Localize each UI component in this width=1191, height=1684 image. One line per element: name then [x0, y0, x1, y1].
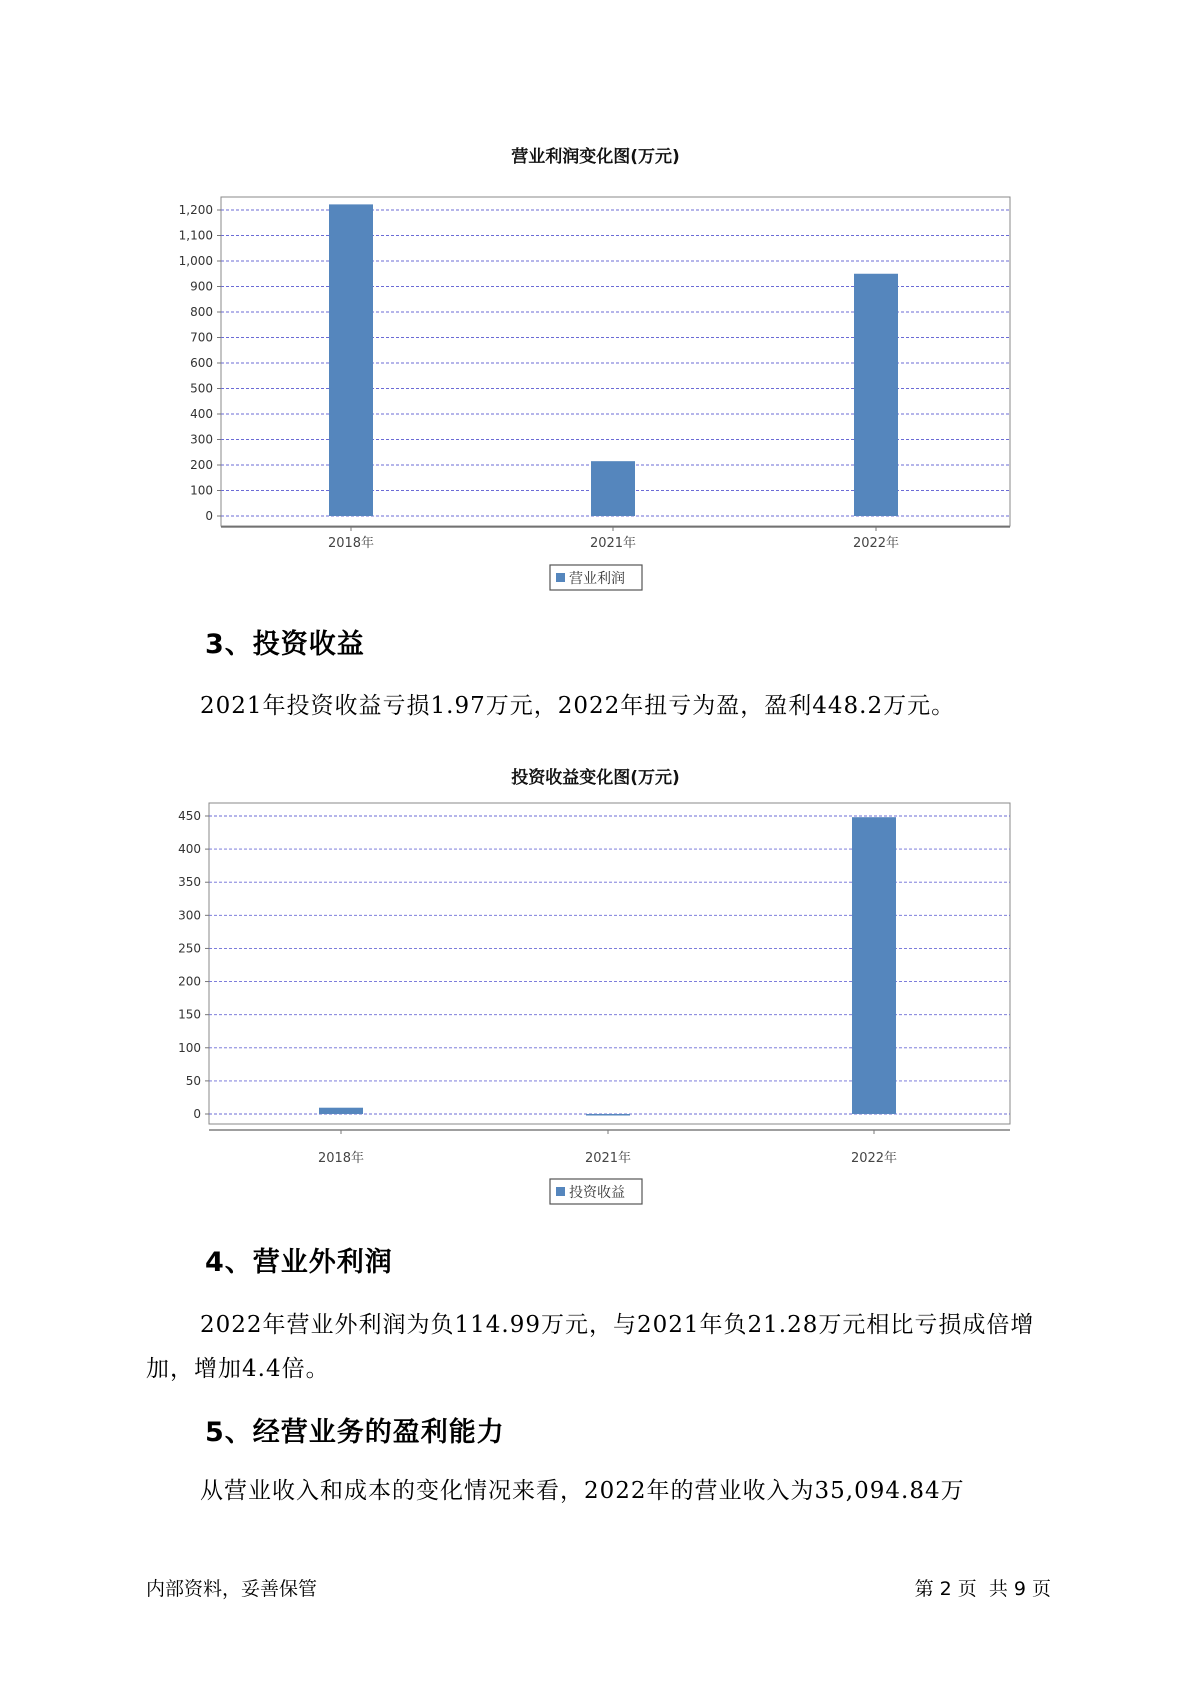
y-tick-label: 0: [193, 1107, 201, 1121]
y-tick-label: 900: [190, 279, 213, 294]
investment-income-chart: [0, 795, 1191, 1215]
bar-2018年: [329, 204, 373, 516]
chart-title-operating-profit: 营业利润变化图(万元): [511, 147, 680, 167]
y-tick-label: 400: [178, 842, 201, 857]
y-tick-label: 600: [190, 356, 213, 370]
paragraph-investment-income: [146, 684, 1051, 728]
y-tick-label: 0: [205, 509, 213, 523]
legend-swatch: [556, 1187, 565, 1196]
x-tick-label: 2022年: [852, 536, 900, 551]
y-tick-label: 500: [190, 381, 213, 396]
bar-2022年: [854, 274, 898, 516]
paragraph-non-operating-profit-text: 2022年营业外利润为负114.99万元，与2021年负21.28万元相比亏损成倍增加，增加4.4倍。: [146, 1312, 1035, 1382]
y-tick-label: 450: [178, 809, 201, 823]
y-tick-label: 1,000: [178, 254, 213, 268]
y-tick-label: 100: [178, 1040, 201, 1055]
footer-page-number: 第 2 页 共 9 页: [914, 1578, 1051, 1600]
legend-label: 投资收益: [569, 1185, 625, 1201]
legend-label: 营业利润: [569, 571, 625, 587]
y-tick-label: 150: [178, 1007, 201, 1022]
x-tick-label: 2018年: [327, 536, 375, 551]
y-tick-label: 200: [178, 974, 201, 989]
x-tick-label: 2018年: [317, 1151, 365, 1166]
y-tick-label: 100: [190, 483, 213, 498]
y-tick-label: 1,200: [178, 203, 213, 217]
section-heading-non-operating-profit: 4、营业外利润: [205, 1247, 393, 1278]
paragraph-business-profitability-text: 从营业收入和成本的变化情况来看，2022年的营业收入为35,094.84万: [200, 1478, 965, 1504]
bar-2022年: [852, 817, 896, 1114]
bar-2018年: [319, 1108, 363, 1114]
bar-2021年: [586, 1114, 630, 1116]
y-tick-label: 300: [178, 908, 201, 923]
y-tick-label: 250: [178, 941, 201, 956]
y-tick-label: 800: [190, 305, 213, 319]
chart-title-investment-income: 投资收益变化图(万元): [511, 768, 680, 788]
paragraph-investment-income-text: 2021年投资收益亏损1.97万元，2022年扭亏为盈，盈利448.2万元。: [200, 693, 956, 719]
paragraph-business-profitability: [146, 1469, 1051, 1513]
y-tick-label: 300: [190, 432, 213, 447]
y-tick-label: 1,100: [178, 228, 213, 243]
y-tick-label: 400: [190, 407, 213, 421]
section-heading-investment-income: 3、投资收益: [205, 629, 365, 660]
section-heading-business-profitability: 5、经营业务的盈利能力: [205, 1417, 505, 1448]
x-tick-label: 2021年: [584, 1151, 632, 1166]
operating-profit-chart: [0, 175, 1191, 595]
y-tick-label: 50: [185, 1073, 201, 1088]
y-tick-label: 700: [190, 330, 213, 345]
footer-confidential-note: 内部资料，妥善保管: [146, 1578, 318, 1600]
y-tick-label: 200: [190, 458, 213, 472]
paragraph-non-operating-profit: [146, 1303, 1051, 1391]
bar-2021年: [591, 461, 635, 516]
y-tick-label: 350: [178, 875, 201, 890]
x-tick-label: 2022年: [850, 1151, 898, 1166]
legend-swatch: [556, 573, 565, 582]
x-tick-label: 2021年: [589, 536, 637, 551]
